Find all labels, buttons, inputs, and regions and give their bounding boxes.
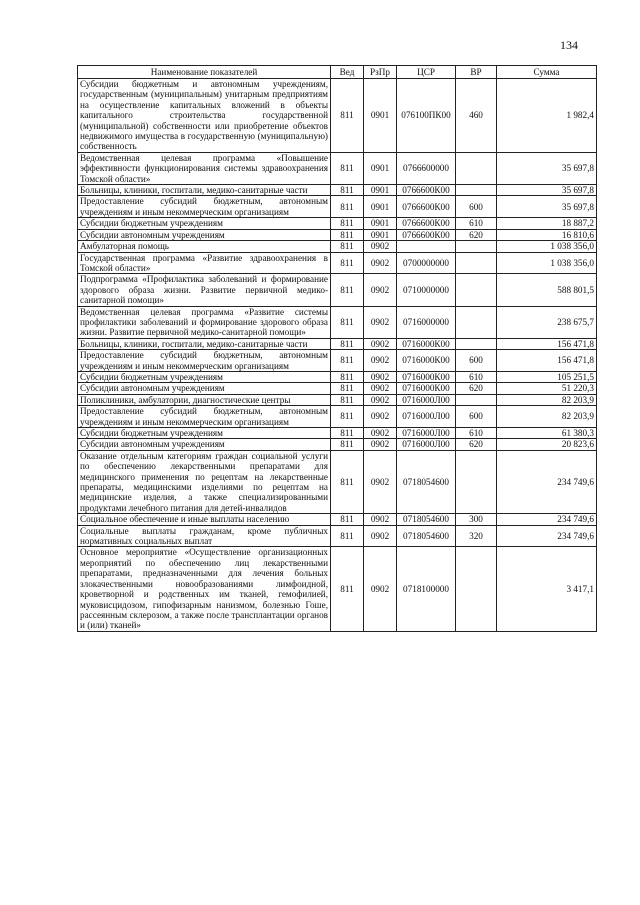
table-row — [78, 350, 597, 372]
cell-ved: 811 — [331, 514, 364, 525]
cell-sum: 1 982,4 — [497, 79, 597, 153]
cell-ved: 811 — [331, 196, 364, 218]
cell-rzpr: 0902 — [364, 514, 397, 525]
table-row — [78, 383, 597, 394]
table-row — [78, 79, 597, 153]
cell-rzpr: 0901 — [364, 152, 397, 184]
cell-ved: 811 — [331, 218, 364, 229]
cell-sum: 82 203,9 — [497, 394, 597, 405]
cell-vr: 300 — [456, 514, 497, 525]
cell-csr: 0716000000 — [397, 306, 456, 338]
cell-ved: 811 — [331, 350, 364, 372]
cell-vr — [456, 252, 497, 274]
cell-vr: 610 — [456, 428, 497, 439]
cell-sum: 1 038 356,0 — [497, 241, 597, 252]
header-sum: Сумма — [497, 66, 597, 79]
cell-vr: 320 — [456, 525, 497, 547]
cell-rzpr: 0902 — [364, 547, 397, 631]
cell-rzpr: 0901 — [364, 196, 397, 218]
cell-rzpr: 0902 — [364, 383, 397, 394]
cell-vr — [456, 152, 497, 184]
cell-csr: 0766600К00 — [397, 229, 456, 240]
cell-ved: 811 — [331, 394, 364, 405]
cell-sum: 234 749,6 — [497, 450, 597, 513]
cell-ved: 811 — [331, 306, 364, 338]
cell-ved: 811 — [331, 152, 364, 184]
cell-name: Амбулаторная помощь — [78, 241, 331, 252]
cell-vr — [456, 450, 497, 513]
cell-rzpr: 0902 — [364, 428, 397, 439]
cell-ved: 811 — [331, 439, 364, 450]
cell-name: Поликлиники, амбулатории, диагностические центры — [78, 394, 331, 405]
cell-sum: 234 749,6 — [497, 525, 597, 547]
cell-vr — [456, 547, 497, 631]
cell-sum: 35 697,8 — [497, 152, 597, 184]
cell-rzpr: 0902 — [364, 371, 397, 382]
cell-sum: 18 887,2 — [497, 218, 597, 229]
cell-sum: 105 251,5 — [497, 371, 597, 382]
cell-name: Больницы, клиники, госпитали, медико-санитарные части — [78, 338, 331, 349]
cell-name: Государственная программа «Развитие здравоохранения в Томской области» — [78, 252, 331, 274]
cell-name: Предоставление субсидий бюджетным, автономным учреждениям и иным некоммерческим организациям — [78, 350, 331, 372]
cell-sum: 35 697,8 — [497, 185, 597, 196]
cell-vr — [456, 338, 497, 349]
table-header-row — [78, 66, 597, 79]
cell-vr — [456, 241, 497, 252]
cell-name: Оказание отдельным категориям граждан социальной услуги по обеспечению лекарственными препаратами для медицинского применения по рецептам на лекарственные препараты, медицинскими изделиями по рецептам на медицинские изделия, а также специализированными продуктами лечебного питания для детей-инвалидов — [78, 450, 331, 513]
cell-name: Подпрограмма «Профилактика заболеваний и формирование здорового образа жизни. Развитие первичной медико-санитарной помощи» — [78, 274, 331, 306]
cell-sum: 156 471,8 — [497, 350, 597, 372]
table-row — [78, 218, 597, 229]
cell-csr: 0716000К00 — [397, 383, 456, 394]
cell-sum: 16 810,6 — [497, 229, 597, 240]
cell-name: Ведомственная целевая программа «Развитие системы профилактики заболеваний и формирование здорового образа жизни. Развитие первичной медико-санитарной помощи» — [78, 306, 331, 338]
cell-name: Социальные выплаты гражданам, кроме публичных нормативных социальных выплат — [78, 525, 331, 547]
cell-ved: 811 — [331, 79, 364, 153]
cell-name: Субсидии автономным учреждениям — [78, 229, 331, 240]
cell-rzpr: 0901 — [364, 79, 397, 153]
cell-rzpr: 0901 — [364, 218, 397, 229]
cell-name: Предоставление субсидий бюджетным, автономным учреждениям и иным некоммерческим организациям — [78, 406, 331, 428]
cell-rzpr: 0902 — [364, 306, 397, 338]
cell-ved: 811 — [331, 252, 364, 274]
cell-name: Субсидии бюджетным учреждениям — [78, 428, 331, 439]
table-row — [78, 185, 597, 196]
cell-ved: 811 — [331, 274, 364, 306]
cell-vr: 620 — [456, 439, 497, 450]
cell-ved: 811 — [331, 185, 364, 196]
cell-rzpr: 0902 — [364, 394, 397, 405]
cell-vr: 600 — [456, 406, 497, 428]
cell-name: Социальное обеспечение и иные выплаты населению — [78, 514, 331, 525]
header-rzpr: РзПр — [364, 66, 397, 79]
cell-name: Субсидии бюджетным и автономным учреждениям, государственным (муниципальным) унитарным предприятиям на осуществление капитальных вложений в объекты капитального строительства государственной (муниципальной) собственности или приобретение объектов недвижимого имущества в государственную (муниципальную) собственность — [78, 79, 331, 153]
table-row — [78, 525, 597, 547]
page-number: 134 — [560, 38, 578, 52]
cell-csr: 0716000Л00 — [397, 394, 456, 405]
cell-ved: 811 — [331, 241, 364, 252]
cell-name: Основное мероприятие «Осуществление организационных мероприятий по обеспечению лиц лекарственными препаратами, предназначенными для лечения больных злокачественными новообразованиями лимфоидной, кроветворной и родственных им тканей, гемофилией, муковисцидозом, гипофизарным нанизмом, болезнью Гоше, рассеянным склерозом, а также после трансплантации органов и (или) тканей» — [78, 547, 331, 631]
table-row — [78, 439, 597, 450]
header-name: Наименование показателей — [78, 66, 331, 79]
table-row — [78, 338, 597, 349]
cell-vr — [456, 274, 497, 306]
cell-ved: 811 — [331, 229, 364, 240]
cell-name: Больницы, клиники, госпитали, медико-санитарные части — [78, 185, 331, 196]
cell-sum: 234 749,6 — [497, 514, 597, 525]
cell-sum: 3 417,1 — [497, 547, 597, 631]
cell-csr: 0718100000 — [397, 547, 456, 631]
table-row — [78, 252, 597, 274]
table-row — [78, 152, 597, 184]
cell-csr — [397, 241, 456, 252]
cell-rzpr: 0902 — [364, 439, 397, 450]
cell-rzpr: 0902 — [364, 406, 397, 428]
cell-rzpr: 0902 — [364, 252, 397, 274]
cell-csr: 0718054600 — [397, 450, 456, 513]
cell-csr: 0700000000 — [397, 252, 456, 274]
cell-rzpr: 0902 — [364, 338, 397, 349]
cell-csr: 0716000К00 — [397, 350, 456, 372]
cell-csr: 0716000К00 — [397, 371, 456, 382]
cell-rzpr: 0902 — [364, 274, 397, 306]
cell-name: Субсидии бюджетным учреждениям — [78, 218, 331, 229]
cell-vr: 460 — [456, 79, 497, 153]
cell-csr: 0716000Л00 — [397, 428, 456, 439]
cell-csr: 0710000000 — [397, 274, 456, 306]
cell-csr: 0718054600 — [397, 525, 456, 547]
cell-name: Ведомственная целевая программа «Повышение эффективности функционирования системы здравоохранения Томской области» — [78, 152, 331, 184]
cell-rzpr: 0902 — [364, 241, 397, 252]
cell-csr: 0716000Л00 — [397, 439, 456, 450]
cell-vr — [456, 185, 497, 196]
cell-rzpr: 0902 — [364, 350, 397, 372]
cell-ved: 811 — [331, 371, 364, 382]
table-row — [78, 306, 597, 338]
table-row — [78, 229, 597, 240]
cell-vr: 620 — [456, 229, 497, 240]
header-vr: ВР — [456, 66, 497, 79]
cell-rzpr: 0901 — [364, 229, 397, 240]
cell-name: Предоставление субсидий бюджетным, автономным учреждениям и иным некоммерческим организациям — [78, 196, 331, 218]
cell-csr: 0766600К00 — [397, 196, 456, 218]
table-row — [78, 514, 597, 525]
cell-vr: 600 — [456, 196, 497, 218]
cell-ved: 811 — [331, 428, 364, 439]
table-row — [78, 394, 597, 405]
cell-sum: 35 697,8 — [497, 196, 597, 218]
cell-ved: 811 — [331, 450, 364, 513]
header-csr: ЦСР — [397, 66, 456, 79]
cell-csr: 0716000Л00 — [397, 406, 456, 428]
header-ved: Вед — [331, 66, 364, 79]
cell-sum: 51 220,3 — [497, 383, 597, 394]
cell-vr — [456, 394, 497, 405]
cell-csr: 076100ПК00 — [397, 79, 456, 153]
cell-ved: 811 — [331, 383, 364, 394]
cell-sum: 156 471,8 — [497, 338, 597, 349]
budget-table — [77, 65, 597, 632]
cell-name: Субсидии автономным учреждениям — [78, 383, 331, 394]
cell-csr: 0716000К00 — [397, 338, 456, 349]
table-row — [78, 196, 597, 218]
cell-rzpr: 0902 — [364, 450, 397, 513]
cell-csr: 0766600К00 — [397, 218, 456, 229]
cell-ved: 811 — [331, 547, 364, 631]
cell-name: Субсидии бюджетным учреждениям — [78, 371, 331, 382]
table-row — [78, 371, 597, 382]
table-row — [78, 428, 597, 439]
cell-ved: 811 — [331, 338, 364, 349]
cell-csr: 0718054600 — [397, 514, 456, 525]
cell-rzpr: 0901 — [364, 185, 397, 196]
table-row — [78, 241, 597, 252]
table-row — [78, 406, 597, 428]
cell-vr: 610 — [456, 371, 497, 382]
cell-vr: 610 — [456, 218, 497, 229]
cell-csr: 0766600000 — [397, 152, 456, 184]
cell-sum: 1 038 356,0 — [497, 252, 597, 274]
cell-sum: 588 801,5 — [497, 274, 597, 306]
table-row — [78, 450, 597, 513]
cell-vr — [456, 306, 497, 338]
cell-sum: 61 380,3 — [497, 428, 597, 439]
cell-sum: 238 675,7 — [497, 306, 597, 338]
cell-ved: 811 — [331, 525, 364, 547]
cell-vr: 620 — [456, 383, 497, 394]
table-row — [78, 547, 597, 631]
cell-vr: 600 — [456, 350, 497, 372]
cell-rzpr: 0902 — [364, 525, 397, 547]
cell-sum: 20 823,6 — [497, 439, 597, 450]
cell-sum: 82 203,9 — [497, 406, 597, 428]
cell-name: Субсидии автономным учреждениям — [78, 439, 331, 450]
cell-ved: 811 — [331, 406, 364, 428]
cell-csr: 0766600К00 — [397, 185, 456, 196]
table-row — [78, 274, 597, 306]
